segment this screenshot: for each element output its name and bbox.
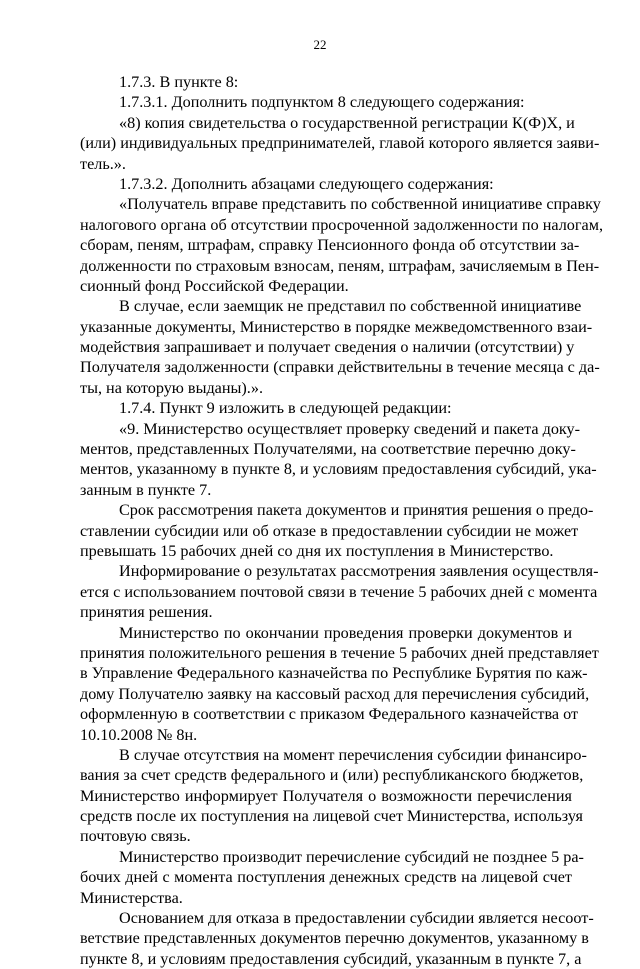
document-body xyxy=(80,72,604,969)
text-line: ется с использованием почтовой связи в течение 5 рабочих дней с момента xyxy=(80,582,598,601)
text-line: сионный фонд Российской Федерации. xyxy=(80,276,349,295)
paragraph xyxy=(80,561,599,622)
text-line: дому Получателю заявку на кассовый расход для перечисления субсидий, xyxy=(80,684,590,703)
text-line: Министерство информирует Получателя о возможности перечисления xyxy=(80,786,572,805)
text-line: сборам, пеням, штрафам, справку Пенсионного фонда об отсутствии за- xyxy=(80,236,580,255)
text-line: превышать 15 рабочих дней со дня их поступления в Министерство. xyxy=(80,541,554,560)
text-line: (или) индивидуальных предпринимателей, главой которого является заяви- xyxy=(80,134,600,153)
text-line: налогового органа об отсутствии просроченной задолженности по налогам, xyxy=(80,215,604,234)
text-line: почтовую связь. xyxy=(80,827,191,846)
paragraph xyxy=(80,908,594,969)
text-line: «9. Министерство осуществляет проверку сведений и пакета доку- xyxy=(119,419,581,438)
paragraph xyxy=(80,194,604,296)
paragraph xyxy=(80,847,584,908)
paragraph xyxy=(80,398,572,418)
text-line: пункте 8, и условиям предоставления субсидий, указанным в пункте 7, а xyxy=(80,949,582,968)
text-line: ментов, представленных Получателями, на соответствие перечню доку- xyxy=(80,440,576,459)
paragraph xyxy=(80,745,587,847)
paragraph xyxy=(80,92,572,112)
text-line: вания за счет средств федерального и (или) республиканского бюджетов, xyxy=(80,766,584,785)
page-number: 22 xyxy=(313,37,327,52)
text-line: Получателя задолженности (справки действительны в течение месяца с да- xyxy=(80,358,600,377)
text-line: оформленную в соответствии с приказом Федерального казначейства от xyxy=(80,705,579,724)
text-line: В случае, если заемщик не представил по собственной инициативе xyxy=(119,297,582,316)
text-line: Министерство по окончании проведения проверки документов и xyxy=(119,623,572,642)
paragraph xyxy=(80,623,599,745)
text-line: 1.7.3.1. Дополнить подпунктом 8 следующего содержания: xyxy=(119,93,525,112)
text-line: 10.10.2008 № 8н. xyxy=(80,725,198,744)
text-line: 1.7.3. В пункте 8: xyxy=(119,73,239,91)
text-line: Срок рассмотрения пакета документов и принятия решения о предо- xyxy=(119,501,594,520)
text-line: 1.7.4. Пункт 9 изложить в следующей редакции: xyxy=(119,399,452,418)
text-line: занным в пункте 7. xyxy=(80,480,212,499)
paragraph xyxy=(80,419,597,501)
text-line: модействия запрашивает и получает сведения о наличии (отсутствии) у xyxy=(80,338,575,357)
text-line: Основанием для отказа в предоставлении субсидии является несоот- xyxy=(119,909,594,928)
text-line: указанные документы, Министерство в порядке межведомственного взаи- xyxy=(80,317,593,336)
text-line: в Управление Федерального казначейства по Республике Бурятия по каж- xyxy=(80,664,588,683)
text-line: средств после их поступления на лицевой счет Министерства, используя xyxy=(80,807,583,826)
text-line: тель.». xyxy=(80,154,126,173)
paragraph xyxy=(80,500,594,561)
text-line: ветствие представленных документов перечню документов, указанному в xyxy=(80,929,589,948)
text-line: Министерство производит перечисление субсидий не позднее 5 ра- xyxy=(119,847,584,866)
text-line: ставлении субсидии или об отказе в предоставлении субсидии не может xyxy=(80,521,579,540)
text-line: бочих дней с момента поступления денежных средств на лицевой счет xyxy=(80,868,572,887)
text-line: 1.7.3.2. Дополнить абзацами следующего содержания: xyxy=(119,174,494,193)
paragraph xyxy=(80,174,572,194)
text-line: «Получатель вправе представить по собственной инициативе справку xyxy=(119,195,601,214)
paragraph xyxy=(80,113,600,174)
text-line: ментов, указанному в пункте 8, и условиям предоставления субсидий, ука- xyxy=(80,460,597,479)
text-line: «8) копия свидетельства о государственной регистрации К(Ф)Х, и xyxy=(119,113,575,132)
text-line: принятия решения. xyxy=(80,603,213,622)
text-line: В случае отсутствия на момент перечисления субсидии финансиро- xyxy=(119,745,587,764)
text-line: долженности по страховым взносам, пеням, штрафам, зачисляемым в Пен- xyxy=(80,256,600,275)
text-line: Информирование о результатах рассмотрения заявления осуществля- xyxy=(119,562,599,581)
text-line: ты, на которую выданы).». xyxy=(80,378,263,397)
text-line: принятия положительного решения в течение 5 рабочих дней представляет xyxy=(80,643,599,662)
text-line: Министерства. xyxy=(80,888,183,907)
paragraph xyxy=(80,72,572,92)
paragraph xyxy=(80,296,600,398)
